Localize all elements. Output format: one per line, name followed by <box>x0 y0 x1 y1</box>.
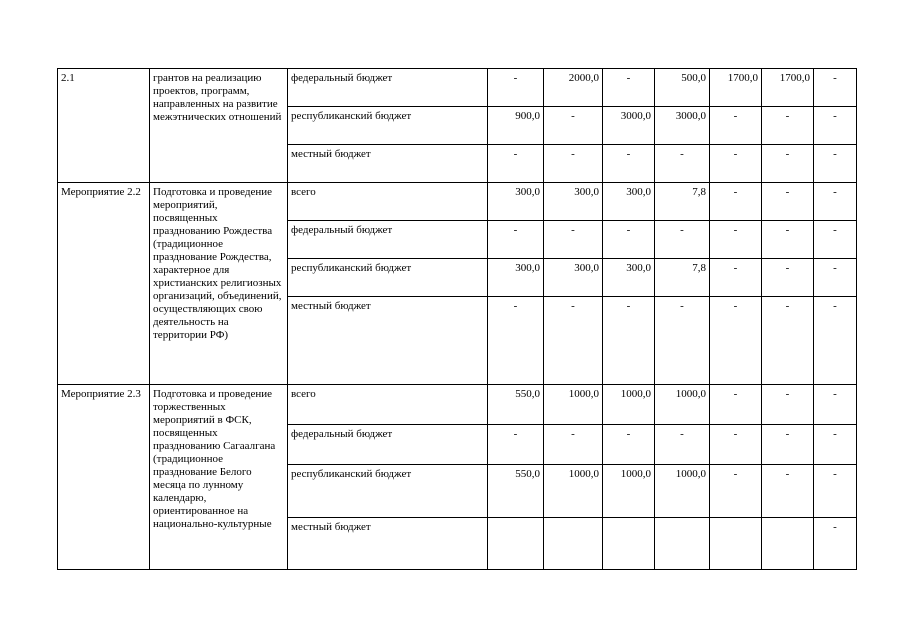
budget-value-cell: - <box>544 425 603 465</box>
budget-value-cell: - <box>762 385 814 425</box>
budget-value-cell: - <box>603 221 655 259</box>
budget-value-cell: - <box>603 69 655 107</box>
budget-value-cell: - <box>762 145 814 183</box>
table-row <box>58 183 857 221</box>
budget-value-cell <box>488 518 544 570</box>
funding-source: республиканский бюджет <box>288 465 488 518</box>
funding-source: местный бюджет <box>288 518 488 570</box>
funding-source: федеральный бюджет <box>288 221 488 259</box>
budget-value-cell: 1000,0 <box>655 385 710 425</box>
budget-value-cell: - <box>762 465 814 518</box>
budget-value-cell: 1000,0 <box>655 465 710 518</box>
measure-code: Мероприятие 2.2 <box>58 183 150 385</box>
budget-value-cell: 500,0 <box>655 69 710 107</box>
budget-value-cell: - <box>762 183 814 221</box>
measure-description: Подготовка и проведение торжественных мероприятий в ФСК, посвященных празднованию Сагаалгана (традиционное празднование Белого месяца по лунному календарю, ориентированное на национально-культурные <box>150 385 288 570</box>
budget-value-cell: - <box>488 425 544 465</box>
budget-value-cell: - <box>544 107 603 145</box>
budget-value-cell: 1000,0 <box>544 465 603 518</box>
funding-source: всего <box>288 183 488 221</box>
table-row <box>58 385 857 425</box>
budget-value-cell: 1000,0 <box>544 385 603 425</box>
budget-value-cell: 2000,0 <box>544 69 603 107</box>
budget-value-cell: 300,0 <box>544 183 603 221</box>
budget-value-cell: 550,0 <box>488 465 544 518</box>
budget-value-cell: 300,0 <box>544 259 603 297</box>
funding-source: федеральный бюджет <box>288 425 488 465</box>
budget-value-cell: - <box>814 69 857 107</box>
budget-value-cell: - <box>488 221 544 259</box>
budget-value-cell: 1700,0 <box>710 69 762 107</box>
budget-value-cell: 300,0 <box>603 259 655 297</box>
budget-value-cell: - <box>814 297 857 385</box>
budget-value-cell: - <box>710 297 762 385</box>
budget-value-cell: - <box>762 425 814 465</box>
budget-value-cell: 3000,0 <box>603 107 655 145</box>
budget-value-cell: - <box>603 297 655 385</box>
budget-value-cell <box>655 518 710 570</box>
budget-value-cell: - <box>655 425 710 465</box>
budget-value-cell <box>762 518 814 570</box>
budget-value-cell: - <box>710 145 762 183</box>
budget-value-cell: 3000,0 <box>655 107 710 145</box>
budget-value-cell: - <box>814 385 857 425</box>
budget-value-cell: - <box>655 297 710 385</box>
budget-value-cell: - <box>710 385 762 425</box>
budget-value-cell: - <box>814 518 857 570</box>
funding-source: всего <box>288 385 488 425</box>
budget-value-cell: 7,8 <box>655 259 710 297</box>
budget-value-cell: - <box>710 425 762 465</box>
budget-value-cell <box>710 518 762 570</box>
funding-source: местный бюджет <box>288 297 488 385</box>
funding-source: республиканский бюджет <box>288 107 488 145</box>
budget-value-cell: 1000,0 <box>603 385 655 425</box>
funding-source: республиканский бюджет <box>288 259 488 297</box>
budget-value-cell: - <box>762 259 814 297</box>
budget-value-cell: - <box>762 221 814 259</box>
budget-value-cell: - <box>488 145 544 183</box>
budget-value-cell: - <box>544 221 603 259</box>
funding-source: федеральный бюджет <box>288 69 488 107</box>
budget-value-cell: - <box>814 425 857 465</box>
budget-value-cell: - <box>814 145 857 183</box>
budget-value-cell <box>544 518 603 570</box>
budget-value-cell: - <box>710 183 762 221</box>
budget-value-cell: - <box>710 107 762 145</box>
budget-value-cell: 7,8 <box>655 183 710 221</box>
budget-value-cell: - <box>544 297 603 385</box>
budget-value-cell: 1000,0 <box>603 465 655 518</box>
budget-value-cell: - <box>814 183 857 221</box>
budget-table <box>57 68 857 570</box>
budget-value-cell: - <box>710 221 762 259</box>
budget-value-cell: - <box>814 259 857 297</box>
budget-value-cell <box>603 518 655 570</box>
measure-code: 2.1 <box>58 69 150 183</box>
measure-description: Подготовка и проведение мероприятий, посвященных празднованию Рождества (традиционное празднование Рождества, характерное для христианских религиозных организаций, объединений, осуществляющих свою деятельность на территории РФ) <box>150 183 288 385</box>
budget-value-cell: - <box>762 297 814 385</box>
budget-value-cell: - <box>814 221 857 259</box>
budget-value-cell: 550,0 <box>488 385 544 425</box>
table-row <box>58 69 857 107</box>
budget-value-cell: - <box>603 425 655 465</box>
table-body <box>58 69 857 570</box>
budget-value-cell: 900,0 <box>488 107 544 145</box>
funding-source: местный бюджет <box>288 145 488 183</box>
budget-value-cell: 300,0 <box>603 183 655 221</box>
budget-value-cell: - <box>762 107 814 145</box>
budget-value-cell: - <box>814 107 857 145</box>
measure-code: Мероприятие 2.3 <box>58 385 150 570</box>
measure-description: грантов на реализацию проектов, программ, направленных на развитие межэтнических отношений <box>150 69 288 183</box>
budget-value-cell: - <box>603 145 655 183</box>
budget-value-cell: - <box>655 145 710 183</box>
budget-value-cell: - <box>710 465 762 518</box>
budget-value-cell: - <box>655 221 710 259</box>
budget-value-cell: 1700,0 <box>762 69 814 107</box>
budget-value-cell: - <box>710 259 762 297</box>
budget-value-cell: - <box>488 69 544 107</box>
budget-value-cell: 300,0 <box>488 183 544 221</box>
budget-value-cell: - <box>544 145 603 183</box>
budget-value-cell: 300,0 <box>488 259 544 297</box>
budget-value-cell: - <box>488 297 544 385</box>
budget-value-cell: - <box>814 465 857 518</box>
